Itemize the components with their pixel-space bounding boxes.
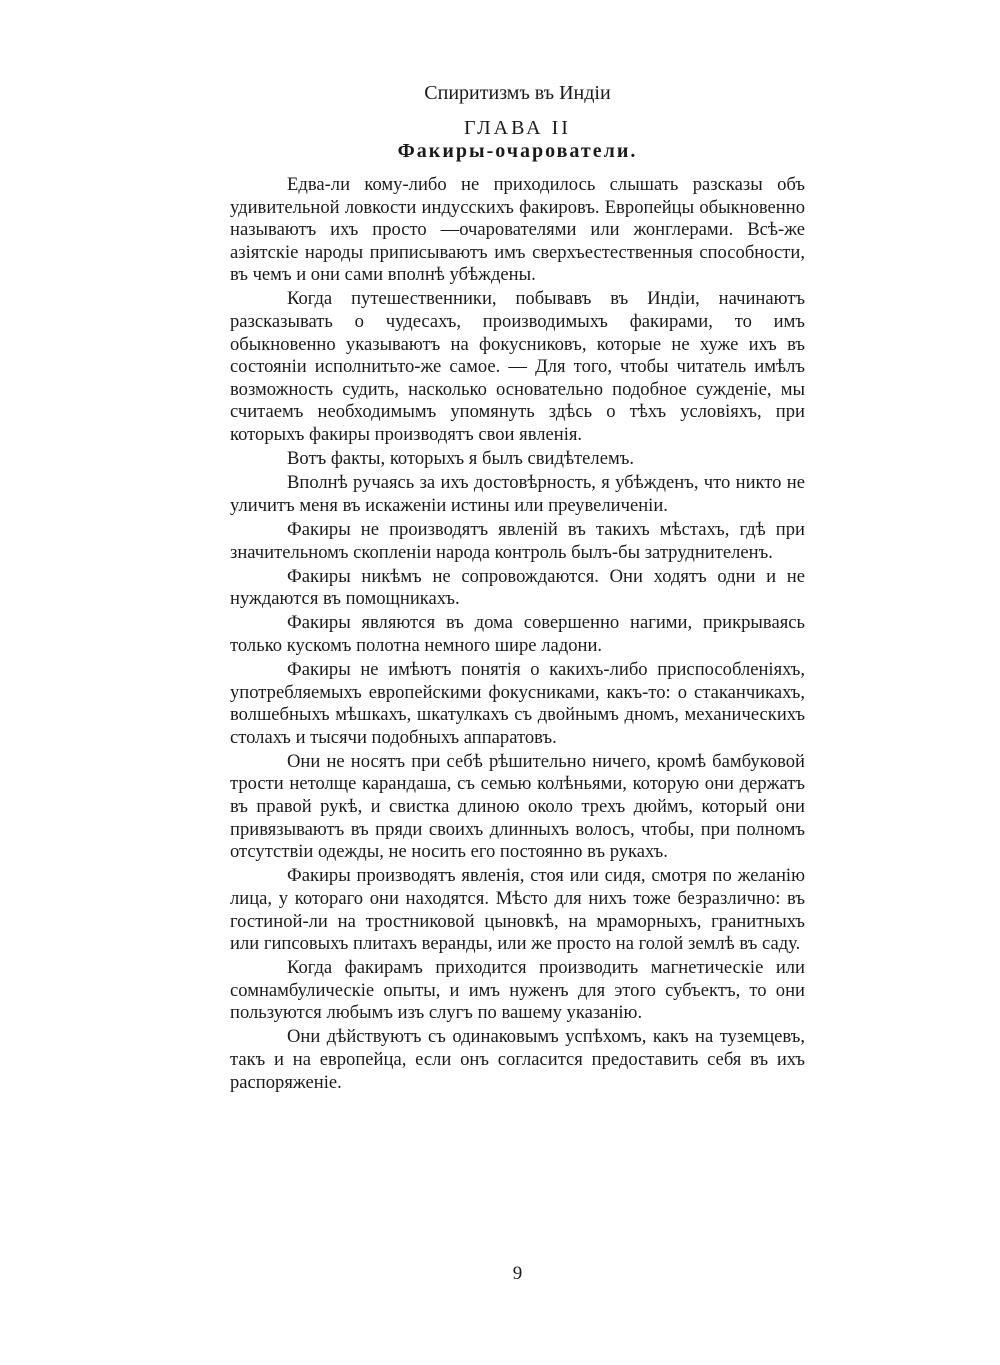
paragraph: Они дѣйствуютъ съ одинаковымъ успѣхомъ, какъ на туземцевъ, такъ и на европейца, если онъ согласится предоставить себя въ ихъ распоряженiе. [230,1026,805,1093]
paragraph: Вотъ факты, которыхъ я былъ свидѣтелемъ. [287,448,634,470]
running-head: Спиритизмъ въ Индiи [424,82,611,104]
paragraph: Факиры не производятъ явленiй въ такихъ мѣстахъ, гдѣ при значительномъ скопленiи народа контроль былъ-бы затруднителенъ. [230,518,805,563]
paragraph: Они не носятъ при себѣ рѣшительно ничего, кромѣ бамбуковой трости нетолще карандаша, съ семью колѣньями, которую они держатъ въ правой рукѣ, и свистка длиною около трехъ дюймъ, который они привязываютъ въ пряди своихъ длинныхъ волосъ, чтобы, при полномъ отсутствiи одежды, не носить его постоянно въ рукахъ. [230,750,805,863]
body-text [230,174,805,1096]
paragraph: Факиры производятъ явленiя, стоя или сидя, смотря по желанiю лица, у котораго они находятся. Мѣсто для нихъ тоже безразлично: въ гостиной-ли на тростниковой цыновкѣ, на мраморныхъ, гранитныхъ или гипсовыхъ плитахъ веранды, или же просто на голой землѣ въ саду. [230,865,805,955]
paragraph: Факиры не имѣютъ понятiя о какихъ-либо приспособленiяхъ, употребляемыхъ европейскими фокусниками, какъ-то: о стаканчикахъ, волшебныхъ мѣшкахъ, шкатулкахъ съ двойнымъ дномъ, механическихъ столахъ и тысячи подобныхъ аппаратовъ. [230,658,805,748]
page-number: 9 [512,1263,523,1284]
chapter-title: Факиры-очарователи. [397,140,638,162]
chapter-label: ГЛАВА II [464,117,571,139]
paragraph: Факиры никѣмъ не сопровождаются. Они ходятъ одни и не нуждаются въ помощникахъ. [230,565,805,610]
paragraph: Едва-ли кому-либо не приходилось слышать разсказы объ удивительной ловкости индусскихъ факировъ. Европейцы обыкновенно называютъ ихъ просто —очарователями или жонглерами. Всѣ-же азiятскiе народы приписываютъ имъ сверхъестественныя способности, въ чемъ и они сами вполнѣ убѣждены. [230,174,805,286]
paragraph: Факиры являются въ дома совершенно нагими, прикрываясь только кускомъ полотна немного шире ладони. [230,612,805,656]
paragraph: Вполнѣ ручаясь за ихъ достовѣрность, я убѣжденъ, что никто не уличитъ меня въ искаженiи истины или преувеличенiи. [230,472,805,516]
paragraph: Когда путешественники, побывавъ въ Индiи, начинаютъ разсказывать о чудесахъ, производимыхъ факирами, то имъ обыкновенно указываютъ на фокусниковъ, которые не хуже ихъ въ состоянiи исполнитьто-же самое. — Для того, чтобы читатель имѣлъ возможность судить, насколько основательно подобное сужденiе, мы считаемъ необходимымъ упомянуть здѣсь о тѣхъ условiяхъ, при которыхъ факиры производятъ свои явленiя. [230,288,805,446]
paragraph: Когда факирамъ приходится производить магнетическiе или сомнамбулическiе опыты, и имъ нуженъ для этого субъектъ, то они пользуются любымъ изъ слугъ по вашему указанiю. [230,957,805,1024]
